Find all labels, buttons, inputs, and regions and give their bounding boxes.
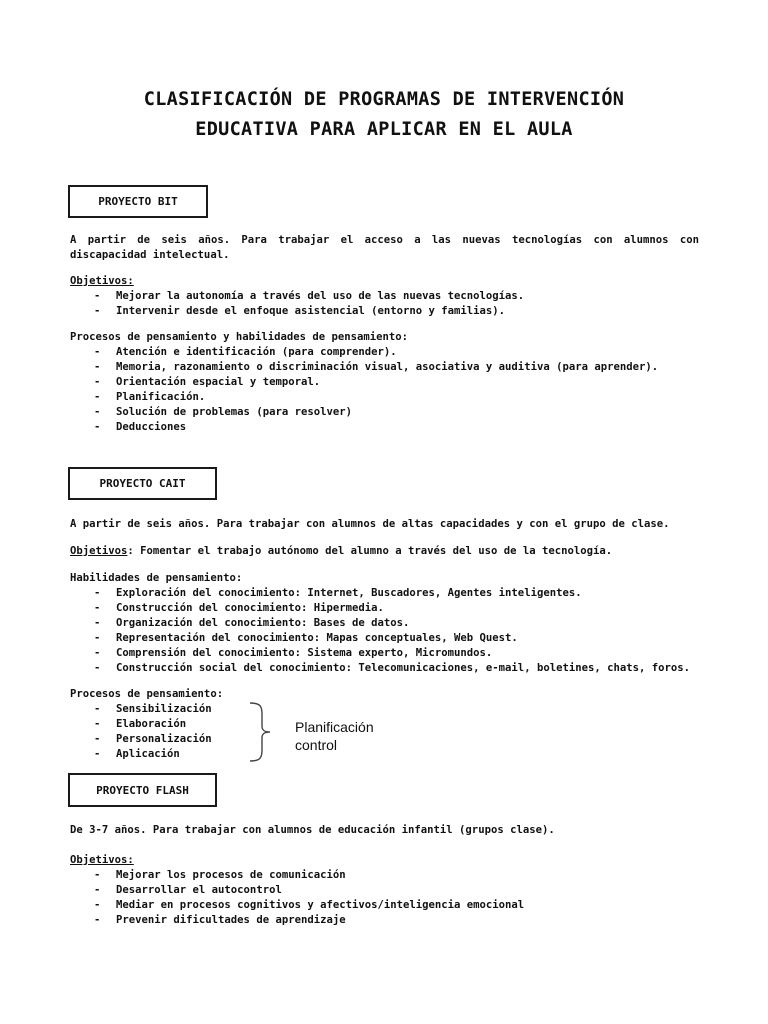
flash-objetivos-label: Objetivos:: [70, 854, 134, 866]
list-item: - Mejorar la autonomía a través del uso de las nuevas tecnologías.: [94, 290, 525, 302]
cait-objetivos: [70, 544, 612, 559]
list-item: - Aplicación: [94, 748, 180, 760]
section-heading-bit: PROYECTO BIT: [68, 185, 208, 218]
cait-procesos-label: Procesos de pensamiento:: [70, 688, 224, 700]
list-item: - Desarrollar el autocontrol: [94, 884, 282, 896]
list-item: - Intervenir desde el enfoque asistencial (entorno y familias).: [94, 305, 506, 317]
list-item: - Representación del conocimiento: Mapas conceptuales, Web Quest.: [94, 632, 518, 644]
bit-intro-line-2: discapacidad intelectual.: [70, 249, 230, 261]
list-item: - Construcción social del conocimiento: Telecomunicaciones, e-mail, boletines, chats, foros.: [94, 662, 691, 674]
list-item: - Construcción del conocimiento: Hipermedia.: [94, 602, 384, 614]
flash-objetivos-list: [70, 868, 524, 928]
cait-intro: A partir de seis años. Para trabajar con alumnos de altas capacidades y con el grupo de clase.: [70, 518, 670, 530]
list-item: - Deducciones: [94, 421, 187, 433]
bit-procesos-list: [70, 345, 658, 435]
bit-procesos-label: Procesos de pensamiento y habilidades de pensamiento:: [70, 331, 409, 343]
list-item: - Sensibilización: [94, 703, 212, 715]
brace-note-line-2: control: [295, 737, 338, 753]
list-item: - Exploración del conocimiento: Internet, Buscadores, Agentes inteligentes.: [94, 587, 582, 599]
list-item: - Memoria, razonamiento o discriminación visual, asociativa y auditiva (para aprender).: [94, 361, 659, 373]
bit-objetivos-list: [70, 289, 524, 319]
list-item: - Comprensión del conocimiento: Sistema experto, Micromundos.: [94, 647, 493, 659]
cait-habilidades-label: Habilidades de pensamiento:: [70, 572, 243, 584]
list-item: - Planificación.: [94, 391, 206, 403]
list-item: - Orientación espacial y temporal.: [94, 376, 321, 388]
flash-intro: De 3-7 años. Para trabajar con alumnos de educación infantil (grupos clase).: [70, 824, 555, 836]
list-item: - Mediar en procesos cognitivos y afectivos/inteligencia emocional: [94, 899, 525, 911]
cait-procesos-list: [70, 702, 212, 762]
list-item: - Prevenir dificultades de aprendizaje: [94, 914, 346, 926]
list-item: - Solución de problemas (para resolver): [94, 406, 352, 418]
bit-intro-line-1: A partir de seis años. Para trabajar el acceso a las nuevas tecnologías con alumnos con: [70, 234, 699, 246]
list-item: - Atención e identificación (para comprender).: [94, 346, 397, 358]
list-item: - Elaboración: [94, 718, 187, 730]
section-heading-cait: PROYECTO CAIT: [68, 467, 217, 500]
list-item: - Organización del conocimiento: Bases de datos.: [94, 617, 410, 629]
cait-habilidades-list: [70, 586, 690, 676]
page-title-line-1: CLASIFICACIÓN DE PROGRAMAS DE INTERVENCIÓN: [143, 89, 625, 110]
cait-objetivos-text: : Fomentar el trabajo autónomo del alumno a través del uso de la tecnología.: [127, 545, 613, 557]
section-heading-flash: PROYECTO FLASH: [68, 773, 217, 807]
page-title-line-2: EDUCATIVA PARA APLICAR EN EL AULA: [195, 119, 573, 140]
list-item: - Mejorar los procesos de comunicación: [94, 869, 346, 881]
bit-objetivos-label: Objetivos:: [70, 275, 134, 287]
cait-objetivos-label: Objetivos: [70, 545, 128, 557]
curly-brace-icon: [244, 700, 274, 764]
brace-note-line-1: Planificación: [295, 719, 374, 735]
list-item: - Personalización: [94, 733, 212, 745]
